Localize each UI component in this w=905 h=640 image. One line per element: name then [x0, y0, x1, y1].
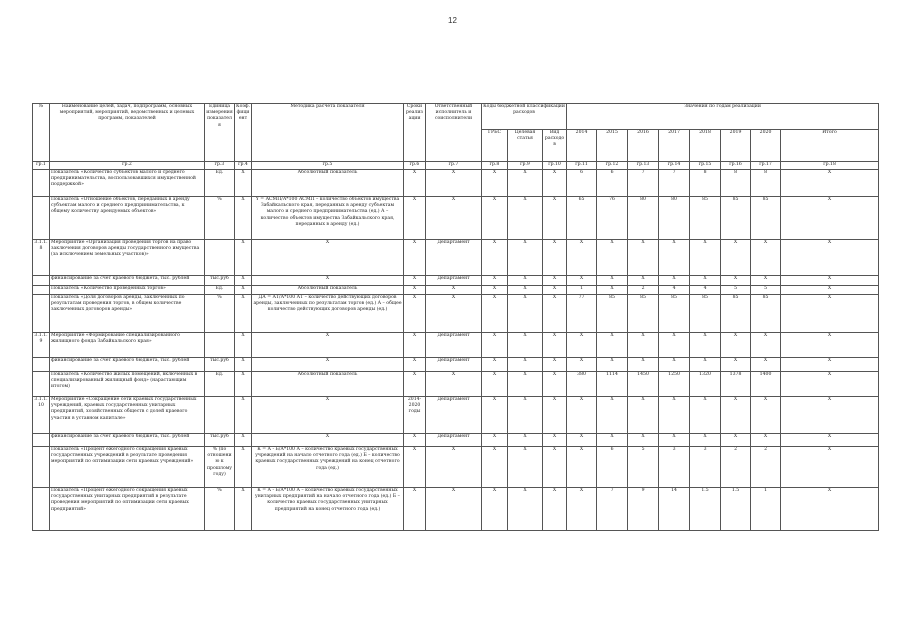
- row-grbs: X: [482, 488, 508, 531]
- row-responsible: Департамент: [426, 240, 482, 276]
- row-grbs: X: [482, 397, 508, 434]
- row-value-2014: X: [567, 434, 597, 447]
- header-codes: Коды бюджетной классификации расходов: [482, 104, 567, 130]
- row-name: Мероприятие «Сокращение сети краевых государственных учреждений, краевых государственных унитарных предприятий, хозяйственных обществ с долей краевого участия в уставном капитале»: [50, 397, 205, 434]
- column-number: гр.17: [751, 162, 781, 170]
- row-term: X: [404, 276, 426, 286]
- row-number: [33, 295, 50, 333]
- row-article: X: [508, 286, 543, 295]
- row-name: Показатель «Доля договоров аренды, заключенных по результатам проведения торгов, в общем количестве заключенных договоров аренды»: [50, 295, 205, 333]
- row-value-2019: 2: [721, 447, 751, 488]
- table-row: [33, 240, 879, 276]
- row-value-2018: 1.5: [690, 488, 721, 531]
- row-exptype: X: [543, 240, 567, 276]
- row-article: X: [508, 240, 543, 276]
- row-grbs: X: [482, 333, 508, 358]
- table-row: [33, 397, 879, 434]
- column-number: гр.3: [205, 162, 235, 170]
- row-value-2020: X: [751, 333, 781, 358]
- column-number: гр.7: [426, 162, 482, 170]
- row-value-2016: 80: [628, 197, 659, 240]
- row-name: финансирование за счет краевого бюджета, тыс. рублей: [50, 276, 205, 286]
- row-unit: Ед.: [205, 372, 235, 397]
- row-unit: [205, 240, 235, 276]
- table-row: [33, 358, 879, 372]
- row-value-2019: X: [721, 276, 751, 286]
- row-coef: X: [235, 358, 252, 372]
- row-value-2019: X: [721, 434, 751, 447]
- header-exptype: Вид расходов: [543, 130, 567, 162]
- row-value-total: X: [781, 434, 879, 447]
- row-value-2015: X: [597, 358, 628, 372]
- row-responsible: X: [426, 295, 482, 333]
- row-exptype: X: [543, 488, 567, 531]
- row-name: Показатель «Процент ежегодного сокращения краевых государственных унитарных предприятий в результате проведения мероприятий по оптимизации сети краевых предприятий»: [50, 488, 205, 531]
- table-row: [33, 286, 879, 295]
- row-exptype: X: [543, 295, 567, 333]
- row-name: Мероприятие «Организация проведения торгов на право заключения договоров аренды государственного имущества (за исключением земельных участков)»: [50, 240, 205, 276]
- row-coef: X: [235, 295, 252, 333]
- row-term: X: [404, 372, 426, 397]
- table-row: [33, 276, 879, 286]
- row-responsible: X: [426, 286, 482, 295]
- row-value-2015: 6: [597, 170, 628, 197]
- row-responsible: Департамент: [426, 397, 482, 434]
- row-value-2020: X: [751, 240, 781, 276]
- header-coef: Коэф. фициент: [235, 104, 252, 162]
- row-value-2016: 9: [628, 488, 659, 531]
- row-value-2019: X: [721, 240, 751, 276]
- row-responsible: Департамент: [426, 333, 482, 358]
- row-value-total: X: [781, 447, 879, 488]
- row-value-2017: X: [659, 240, 690, 276]
- row-grbs: X: [482, 276, 508, 286]
- row-coef: X: [235, 447, 252, 488]
- row-value-2020: 1: [751, 488, 781, 531]
- row-value-2015: X: [597, 333, 628, 358]
- column-number: гр.4: [235, 162, 252, 170]
- column-number: гр.13: [628, 162, 659, 170]
- row-value-total: X: [781, 276, 879, 286]
- row-value-2015: X: [597, 276, 628, 286]
- row-term: X: [404, 434, 426, 447]
- row-article: X: [508, 333, 543, 358]
- table-row: [33, 170, 879, 197]
- row-value-2016: 1450: [628, 372, 659, 397]
- row-responsible: X: [426, 372, 482, 397]
- row-value-2014: X: [567, 333, 597, 358]
- row-value-2016: X: [628, 397, 659, 434]
- row-value-2018: 1320: [690, 372, 721, 397]
- page-number: 12: [448, 16, 457, 25]
- row-value-2016: X: [628, 434, 659, 447]
- row-value-2016: X: [628, 333, 659, 358]
- row-value-total: X: [781, 397, 879, 434]
- row-value-total: X: [781, 295, 879, 333]
- row-term: X: [404, 447, 426, 488]
- row-article: X: [508, 276, 543, 286]
- row-name: Показатель «Количество проведенных торгов»: [50, 286, 205, 295]
- row-number: [33, 434, 50, 447]
- column-numbers-row: [33, 162, 879, 170]
- row-value-total: X: [781, 170, 879, 197]
- header-year: 2017: [659, 130, 690, 162]
- row-article: X: [508, 170, 543, 197]
- row-value-2020: X: [751, 358, 781, 372]
- row-value-2016: 7: [628, 170, 659, 197]
- row-term: X: [404, 295, 426, 333]
- row-value-2016: X: [628, 276, 659, 286]
- row-grbs: X: [482, 295, 508, 333]
- row-responsible: X: [426, 488, 482, 531]
- row-method: X: [252, 333, 404, 358]
- row-value-2014: X: [567, 240, 597, 276]
- row-value-2018: X: [690, 276, 721, 286]
- row-value-2017: X: [659, 434, 690, 447]
- row-responsible: Департамент: [426, 276, 482, 286]
- column-number: гр.11: [567, 162, 597, 170]
- row-value-2015: X: [597, 434, 628, 447]
- row-value-2015: 85: [597, 295, 628, 333]
- row-coef: X: [235, 286, 252, 295]
- row-article: X: [508, 434, 543, 447]
- row-method: Абсолютный показатель: [252, 286, 404, 295]
- row-value-2017: 14: [659, 488, 690, 531]
- row-value-2017: X: [659, 276, 690, 286]
- row-value-2017: X: [659, 358, 690, 372]
- row-value-2018: X: [690, 397, 721, 434]
- row-number: [33, 197, 50, 240]
- row-term: X: [404, 358, 426, 372]
- row-value-2020: 85: [751, 295, 781, 333]
- row-article: X: [508, 197, 543, 240]
- row-method: К = А - Б/А*100 А – количество краевых государственных учреждений на начало отчетного года (ед.) Б – количество краевых государственных учреждений на конец отчетного года (ед.): [252, 447, 404, 488]
- column-number: гр.5: [252, 162, 404, 170]
- row-number: [33, 372, 50, 397]
- row-value-2019: X: [721, 358, 751, 372]
- row-value-2014: 1: [567, 286, 597, 295]
- row-value-2020: 5: [751, 286, 781, 295]
- column-number: гр.12: [597, 162, 628, 170]
- row-article: X: [508, 488, 543, 531]
- row-coef: X: [235, 397, 252, 434]
- row-term: X: [404, 170, 426, 197]
- column-number: гр.1: [33, 162, 50, 170]
- row-value-total: X: [781, 240, 879, 276]
- row-method: X: [252, 397, 404, 434]
- row-exptype: X: [543, 434, 567, 447]
- row-value-2014: X: [567, 488, 597, 531]
- row-value-2017: X: [659, 333, 690, 358]
- row-article: X: [508, 397, 543, 434]
- row-value-2015: X: [597, 240, 628, 276]
- row-term: 2014-2020 годы: [404, 397, 426, 434]
- row-term: X: [404, 240, 426, 276]
- row-method: Абсолютный показатель: [252, 372, 404, 397]
- row-value-2017: 80: [659, 197, 690, 240]
- row-value-2019: 1378: [721, 372, 751, 397]
- header-unit: Единица измерения показателя: [205, 104, 235, 162]
- row-grbs: X: [482, 240, 508, 276]
- row-value-2019: X: [721, 397, 751, 434]
- row-value-2018: 4: [690, 286, 721, 295]
- row-value-2015: 7: [597, 488, 628, 531]
- header-method: Методика расчета показателя: [252, 104, 404, 162]
- row-grbs: X: [482, 197, 508, 240]
- row-method: X: [252, 240, 404, 276]
- row-number: [33, 447, 50, 488]
- row-number: [33, 488, 50, 531]
- column-number: гр.16: [721, 162, 751, 170]
- row-term: X: [404, 197, 426, 240]
- row-value-2016: X: [628, 240, 659, 276]
- row-name: Показатель «Количество субъектов малого и среднего предпринимательства, воспользовавшихся имущественной поддержкой»: [50, 170, 205, 197]
- row-value-total: X: [781, 372, 879, 397]
- table-row: [33, 197, 879, 240]
- row-unit: %: [205, 295, 235, 333]
- row-name: Мероприятие «Формирование специализированного жилищного фонда Забайкальского края»: [50, 333, 205, 358]
- row-value-2018: 85: [690, 197, 721, 240]
- row-exptype: X: [543, 170, 567, 197]
- row-value-2015: 76: [597, 197, 628, 240]
- header-year: 2020: [751, 130, 781, 162]
- row-name: Показатель «Процент ежегодного сокращения краевых государственных учреждений в результате проведения мероприятий по оптимизации сети краевых учреждений»: [50, 447, 205, 488]
- row-exptype: X: [543, 397, 567, 434]
- column-number: гр.15: [690, 162, 721, 170]
- program-table-container: [32, 103, 878, 531]
- row-value-2016: 85: [628, 295, 659, 333]
- table-row: [33, 434, 879, 447]
- row-value-2020: X: [751, 397, 781, 434]
- row-method: Y = АСМП/А*100 АСМП – количество объектов имущества Забайкальского края, переданных в аренду субъектам малого и среднего предпринимательства (ед.) А – количество объектов имущества Забайкальского края, переданных в аренду (ед.): [252, 197, 404, 240]
- row-value-2018: X: [690, 434, 721, 447]
- row-grbs: X: [482, 170, 508, 197]
- row-unit: %: [205, 197, 235, 240]
- row-term: X: [404, 286, 426, 295]
- row-value-2014: 380: [567, 372, 597, 397]
- row-value-total: X: [781, 358, 879, 372]
- row-value-2016: 5: [628, 447, 659, 488]
- row-unit: Ед.: [205, 286, 235, 295]
- row-unit: [205, 333, 235, 358]
- row-value-2020: X: [751, 434, 781, 447]
- row-responsible: X: [426, 447, 482, 488]
- row-coef: X: [235, 372, 252, 397]
- row-name: финансирование за счет краевого бюджета, тыс. рублей: [50, 434, 205, 447]
- header-row: [33, 104, 879, 130]
- column-number: гр.6: [404, 162, 426, 170]
- row-number: [33, 358, 50, 372]
- column-number: гр.9: [508, 162, 543, 170]
- row-value-2019: 5: [721, 286, 751, 295]
- row-responsible: Департамент: [426, 434, 482, 447]
- header-year: 2018: [690, 130, 721, 162]
- row-number: 3.1.1.10: [33, 397, 50, 434]
- row-name: Показатель «Количество жилых помещений, включенных в специализированный жилищный фонд» (нарастающим итогом): [50, 372, 205, 397]
- header-no: №: [33, 104, 50, 162]
- row-value-2018: X: [690, 358, 721, 372]
- column-number: гр.8: [482, 162, 508, 170]
- row-value-2017: 85: [659, 295, 690, 333]
- header-total: Итого: [781, 130, 879, 162]
- row-number: 3.1.1.9: [33, 333, 50, 358]
- row-value-2017: 1250: [659, 372, 690, 397]
- row-exptype: X: [543, 447, 567, 488]
- row-unit: тыс.руб: [205, 358, 235, 372]
- row-value-2020: 1400: [751, 372, 781, 397]
- row-value-2017: 3: [659, 447, 690, 488]
- header-year: 2015: [597, 130, 628, 162]
- table-row: [33, 295, 879, 333]
- row-value-2019: 85: [721, 197, 751, 240]
- row-exptype: X: [543, 197, 567, 240]
- header-term: Сроки реализации: [404, 104, 426, 162]
- row-method: X: [252, 358, 404, 372]
- row-value-2020: 8: [751, 170, 781, 197]
- header-year: 2016: [628, 130, 659, 162]
- row-method: Абсолютный показатель: [252, 170, 404, 197]
- row-value-total: X: [781, 286, 879, 295]
- row-unit: Ед.: [205, 170, 235, 197]
- row-method: ДА = АТ/А*100 АТ – количество действующих договоров аренды, заключенных по результатам торгов (ед.) А – общее количество действующих договоров аренды (ед.): [252, 295, 404, 333]
- table-body: [33, 170, 879, 531]
- row-number: [33, 170, 50, 197]
- row-value-2019: 85: [721, 295, 751, 333]
- row-value-2018: X: [690, 240, 721, 276]
- row-method: К = А - Б/А*100 А – количество краевых государственных унитарных предприятий на начало отчетного года (ед.) Б – количество краевых государственных унитарных предприятий на конец отчетного года (ед.): [252, 488, 404, 531]
- row-value-2016: X: [628, 358, 659, 372]
- row-grbs: X: [482, 372, 508, 397]
- row-value-2016: 2: [628, 286, 659, 295]
- row-value-2018: 85: [690, 295, 721, 333]
- row-value-2018: X: [690, 333, 721, 358]
- row-number: [33, 276, 50, 286]
- row-term: X: [404, 488, 426, 531]
- row-value-total: X: [781, 488, 879, 531]
- row-method: X: [252, 276, 404, 286]
- row-unit: [205, 397, 235, 434]
- row-value-2014: 65: [567, 197, 597, 240]
- row-value-2014: 77: [567, 295, 597, 333]
- row-exptype: X: [543, 276, 567, 286]
- row-grbs: X: [482, 447, 508, 488]
- row-value-2019: X: [721, 333, 751, 358]
- row-value-2019: 8: [721, 170, 751, 197]
- row-term: X: [404, 333, 426, 358]
- row-method: X: [252, 434, 404, 447]
- column-number: гр.18: [781, 162, 879, 170]
- row-coef: X: [235, 488, 252, 531]
- row-grbs: X: [482, 434, 508, 447]
- header-name: Наименование целей, задач, подпрограмм, основных мероприятий, мероприятий, ведомственных и целевых программ, показателей: [50, 104, 205, 162]
- row-value-2020: X: [751, 276, 781, 286]
- row-value-2014: X: [567, 447, 597, 488]
- row-value-2018: 3: [690, 447, 721, 488]
- row-value-2017: 4: [659, 286, 690, 295]
- row-number: [33, 286, 50, 295]
- row-unit: % (по отношению к прошлому году): [205, 447, 235, 488]
- header-year: 2019: [721, 130, 751, 162]
- row-exptype: X: [543, 286, 567, 295]
- row-responsible: Департамент: [426, 358, 482, 372]
- row-value-2015: X: [597, 286, 628, 295]
- row-name: финансирование за счет краевого бюджета, тыс. рублей: [50, 358, 205, 372]
- row-exptype: X: [543, 358, 567, 372]
- row-value-2017: 7: [659, 170, 690, 197]
- row-coef: X: [235, 240, 252, 276]
- row-article: X: [508, 447, 543, 488]
- row-value-2020: 2: [751, 447, 781, 488]
- row-coef: X: [235, 197, 252, 240]
- row-unit: тыс.руб: [205, 276, 235, 286]
- row-unit: тыс.руб: [205, 434, 235, 447]
- column-number: гр.14: [659, 162, 690, 170]
- row-exptype: X: [543, 333, 567, 358]
- row-number: 3.1.1.8: [33, 240, 50, 276]
- column-number: гр.10: [543, 162, 567, 170]
- column-number: гр.2: [50, 162, 205, 170]
- row-value-2015: 6: [597, 447, 628, 488]
- row-name: Показатель «Отношение объектов, переданных в аренду субъектам малого и среднего предпринимательства, к общему количеству арендуемых объектов»: [50, 197, 205, 240]
- row-coef: X: [235, 276, 252, 286]
- header-grbs: ГРБС: [482, 130, 508, 162]
- row-article: X: [508, 358, 543, 372]
- row-exptype: X: [543, 372, 567, 397]
- row-article: X: [508, 295, 543, 333]
- row-grbs: X: [482, 358, 508, 372]
- header-year: 2014: [567, 130, 597, 162]
- table-row: [33, 333, 879, 358]
- row-value-2014: X: [567, 397, 597, 434]
- row-responsible: X: [426, 197, 482, 240]
- row-value-2015: 1114: [597, 372, 628, 397]
- row-coef: X: [235, 170, 252, 197]
- row-grbs: X: [482, 286, 508, 295]
- row-coef: X: [235, 333, 252, 358]
- row-value-2019: 1.5: [721, 488, 751, 531]
- header-values: Значения по годам реализации: [567, 104, 879, 130]
- row-value-2014: X: [567, 276, 597, 286]
- row-value-2017: X: [659, 397, 690, 434]
- row-value-2015: X: [597, 397, 628, 434]
- row-value-total: X: [781, 333, 879, 358]
- row-article: X: [508, 372, 543, 397]
- row-value-2020: 85: [751, 197, 781, 240]
- row-coef: X: [235, 434, 252, 447]
- row-responsible: X: [426, 170, 482, 197]
- header-article: Целевая статья: [508, 130, 543, 162]
- row-value-2014: X: [567, 358, 597, 372]
- program-table: [32, 103, 879, 531]
- table-row: [33, 488, 879, 531]
- row-value-total: X: [781, 197, 879, 240]
- header-responsible: Ответственный исполнитель и соисполнители: [426, 104, 482, 162]
- row-value-2018: 8: [690, 170, 721, 197]
- row-unit: %: [205, 488, 235, 531]
- table-row: [33, 372, 879, 397]
- row-value-2014: 6: [567, 170, 597, 197]
- table-row: [33, 447, 879, 488]
